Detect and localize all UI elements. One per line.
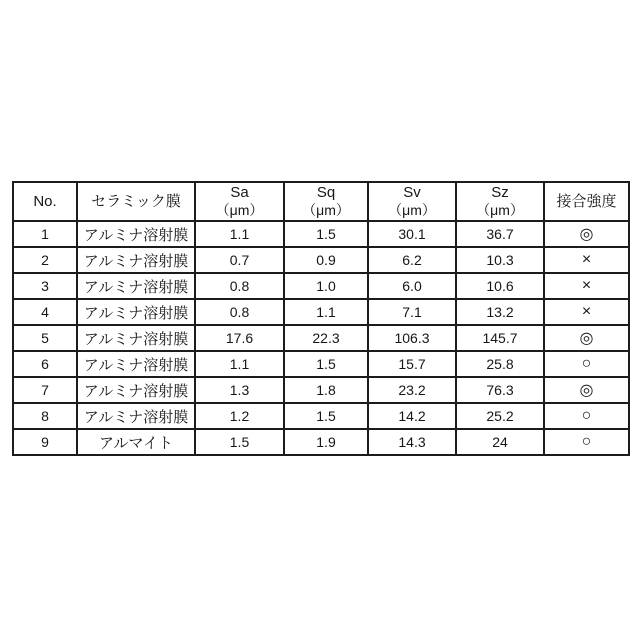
header-row <box>13 182 629 221</box>
cell-sq: 22.3 <box>284 325 368 351</box>
cell-bond_strength: ◎ <box>544 221 629 247</box>
cell-no: 1 <box>13 221 77 247</box>
table-row <box>13 351 629 377</box>
cell-sq: 0.9 <box>284 247 368 273</box>
cell-sv: 106.3 <box>368 325 456 351</box>
cell-sz: 36.7 <box>456 221 544 247</box>
cell-sz: 25.8 <box>456 351 544 377</box>
table-row <box>13 221 629 247</box>
cell-sa: 1.2 <box>195 403 284 429</box>
cell-no: 8 <box>13 403 77 429</box>
cell-no: 3 <box>13 273 77 299</box>
cell-sz: 10.6 <box>456 273 544 299</box>
column-header-sz <box>456 182 544 221</box>
cell-sa: 17.6 <box>195 325 284 351</box>
table-body <box>13 221 629 455</box>
cell-sa: 0.8 <box>195 299 284 325</box>
cell-bond_strength: ◎ <box>544 325 629 351</box>
cell-sq: 1.5 <box>284 351 368 377</box>
cell-sa: 1.1 <box>195 351 284 377</box>
column-label: Sq <box>316 184 336 202</box>
column-label: No. <box>33 192 57 210</box>
cell-sv: 14.3 <box>368 429 456 455</box>
cell-bond_strength: × <box>544 299 629 325</box>
table-row <box>13 299 629 325</box>
cell-sq: 1.5 <box>284 221 368 247</box>
column-label: 接合強度 <box>556 192 617 210</box>
cell-ceramic_film: アルミナ溶射膜 <box>77 377 195 403</box>
cell-bond_strength: ○ <box>544 403 629 429</box>
cell-sa: 1.1 <box>195 221 284 247</box>
cell-no: 7 <box>13 377 77 403</box>
column-header-bond_strength <box>544 182 629 221</box>
cell-sq: 1.0 <box>284 273 368 299</box>
column-unit: （μm） <box>215 202 264 219</box>
cell-sz: 10.3 <box>456 247 544 273</box>
column-unit: （μm） <box>388 202 436 219</box>
column-unit: （μm） <box>302 202 350 219</box>
table-row <box>13 247 629 273</box>
cell-sz: 76.3 <box>456 377 544 403</box>
cell-bond_strength: × <box>544 247 629 273</box>
cell-sz: 25.2 <box>456 403 544 429</box>
column-label: Sv <box>403 184 421 202</box>
column-header-sq <box>284 182 368 221</box>
cell-sq: 1.5 <box>284 403 368 429</box>
cell-ceramic_film: アルミナ溶射膜 <box>77 403 195 429</box>
cell-ceramic_film: アルマイト <box>77 429 195 455</box>
column-header-sa <box>195 182 284 221</box>
cell-bond_strength: × <box>544 273 629 299</box>
cell-bond_strength: ◎ <box>544 377 629 403</box>
column-label: Sz <box>491 184 509 202</box>
cell-sv: 6.0 <box>368 273 456 299</box>
cell-sq: 1.8 <box>284 377 368 403</box>
table-header <box>13 182 629 221</box>
table-row <box>13 403 629 429</box>
cell-sz: 24 <box>456 429 544 455</box>
table-row <box>13 273 629 299</box>
cell-no: 5 <box>13 325 77 351</box>
cell-ceramic_film: アルミナ溶射膜 <box>77 247 195 273</box>
cell-sv: 23.2 <box>368 377 456 403</box>
cell-ceramic_film: アルミナ溶射膜 <box>77 325 195 351</box>
cell-sq: 1.1 <box>284 299 368 325</box>
column-header-ceramic_film <box>77 182 195 221</box>
cell-no: 6 <box>13 351 77 377</box>
cell-bond_strength: ○ <box>544 429 629 455</box>
cell-sz: 13.2 <box>456 299 544 325</box>
cell-ceramic_film: アルミナ溶射膜 <box>77 299 195 325</box>
column-header-sv <box>368 182 456 221</box>
cell-sv: 6.2 <box>368 247 456 273</box>
cell-sq: 1.9 <box>284 429 368 455</box>
cell-sa: 0.7 <box>195 247 284 273</box>
table-row <box>13 377 629 403</box>
cell-sz: 145.7 <box>456 325 544 351</box>
table-row <box>13 429 629 455</box>
column-unit: （μm） <box>476 202 524 219</box>
cell-ceramic_film: アルミナ溶射膜 <box>77 273 195 299</box>
cell-no: 2 <box>13 247 77 273</box>
cell-bond_strength: ○ <box>544 351 629 377</box>
cell-sv: 7.1 <box>368 299 456 325</box>
cell-no: 4 <box>13 299 77 325</box>
table-row <box>13 325 629 351</box>
column-label: セラミック膜 <box>91 192 181 210</box>
column-label: Sa <box>230 184 249 202</box>
cell-sv: 14.2 <box>368 403 456 429</box>
cell-ceramic_film: アルミナ溶射膜 <box>77 351 195 377</box>
cell-sa: 1.5 <box>195 429 284 455</box>
cell-sa: 0.8 <box>195 273 284 299</box>
cell-sv: 30.1 <box>368 221 456 247</box>
cell-no: 9 <box>13 429 77 455</box>
column-header-no <box>13 182 77 221</box>
cell-sa: 1.3 <box>195 377 284 403</box>
ceramic-film-roughness-table <box>12 181 630 456</box>
cell-sv: 15.7 <box>368 351 456 377</box>
cell-ceramic_film: アルミナ溶射膜 <box>77 221 195 247</box>
